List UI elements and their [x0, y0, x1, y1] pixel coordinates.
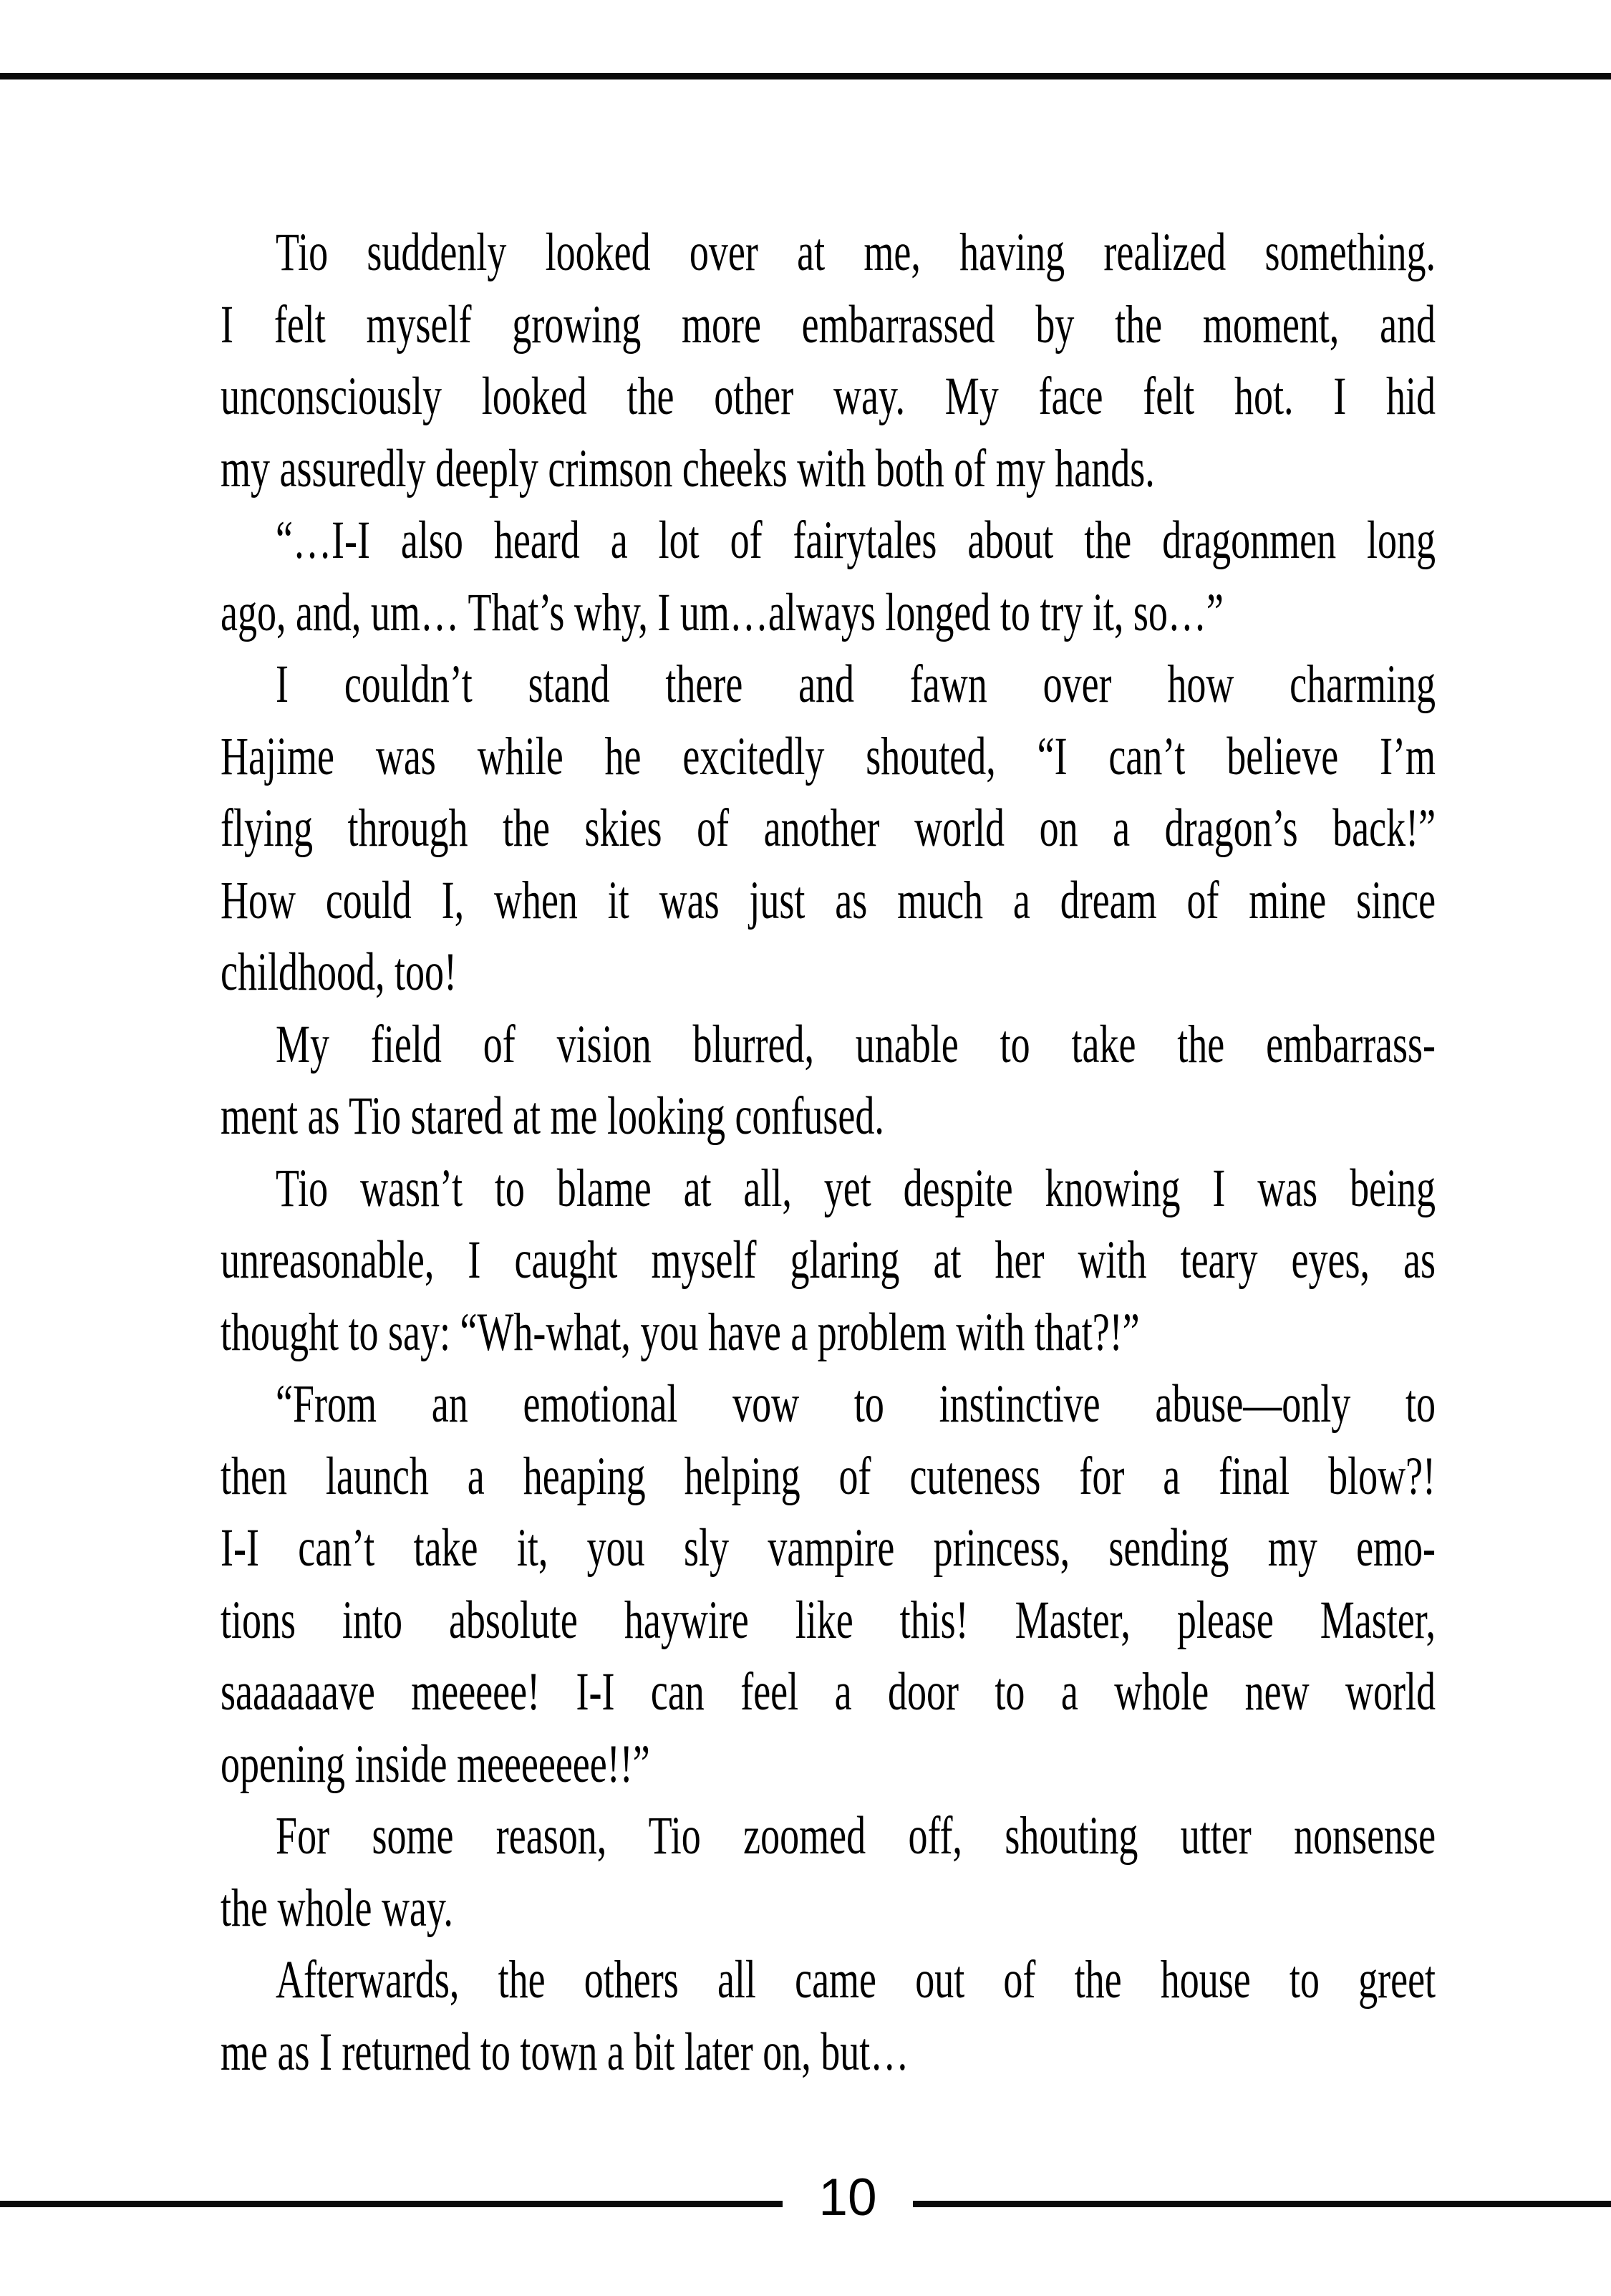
text-line: My field of vision blurred, unable to take the embarrass- [276, 1014, 1436, 1074]
text-line: I couldn’t stand there and fawn over how charming [276, 655, 1436, 714]
text-line: tions into absolute haywire like this! Master, please Master, [221, 1590, 1436, 1650]
text-line: then launch a heaping helping of cuteness for a final blow?! [221, 1446, 1436, 1506]
text-line: I felt myself growing more embarrassed by the moment, and [221, 294, 1436, 354]
text-line: Hajime was while he excitedly shouted, “I can’t believe I’m [221, 726, 1436, 786]
text-line: Tio suddenly looked over at me, having realized something. [276, 223, 1436, 282]
text-block [221, 217, 1436, 2088]
text-line: Tio wasn’t to blame at all, yet despite knowing I was being [276, 1158, 1436, 1218]
text-line: Afterwards, the others all came out of the house to greet [276, 1950, 1436, 2010]
text-line: “…I-I also heard a lot of fairytales about the dragonmen long [276, 511, 1436, 570]
text-line: unconsciously looked the other way. My face felt hot. I hid [221, 367, 1436, 426]
text-line: unreasonable, I caught myself glaring at her with teary eyes, as [221, 1230, 1436, 1290]
text-line: flying through the skies of another world on a dragon’s back!” [221, 799, 1436, 858]
page-number: 10 [818, 2169, 877, 2227]
text-line: “From an emotional vow to instinctive abuse—only to [276, 1374, 1436, 1434]
text-line: the whole way. [221, 1878, 453, 1938]
text-line: thought to say: “Wh-what, you have a problem with that?!” [221, 1302, 1140, 1362]
footer-rule-right [913, 2201, 1611, 2207]
text-line: ment as Tio stared at me looking confused. [221, 1086, 884, 1146]
text-line: saaaaaave meeeee! I-I can feel a door to a whole new world [221, 1662, 1436, 1722]
text-line: ago, and, um… That’s why, I um…always longed to try it, so…” [221, 582, 1224, 642]
text-line: How could I, when it was just as much a dream of mine since [221, 870, 1436, 930]
footer-rule-left [0, 2201, 783, 2207]
text-line: childhood, too! [221, 942, 457, 1002]
text-line: opening inside meeeeeee!!” [221, 1734, 650, 1794]
text-line: me as I returned to town a bit later on, but… [221, 2022, 909, 2082]
text-line: I-I can’t take it, you sly vampire princess, sending my emo- [221, 1518, 1436, 1578]
top-divider-rule [0, 73, 1611, 79]
text-line: For some reason, Tio zoomed off, shouting utter nonsense [276, 1806, 1436, 1866]
text-line: my assuredly deeply crimson cheeks with both of my hands. [221, 438, 1155, 498]
